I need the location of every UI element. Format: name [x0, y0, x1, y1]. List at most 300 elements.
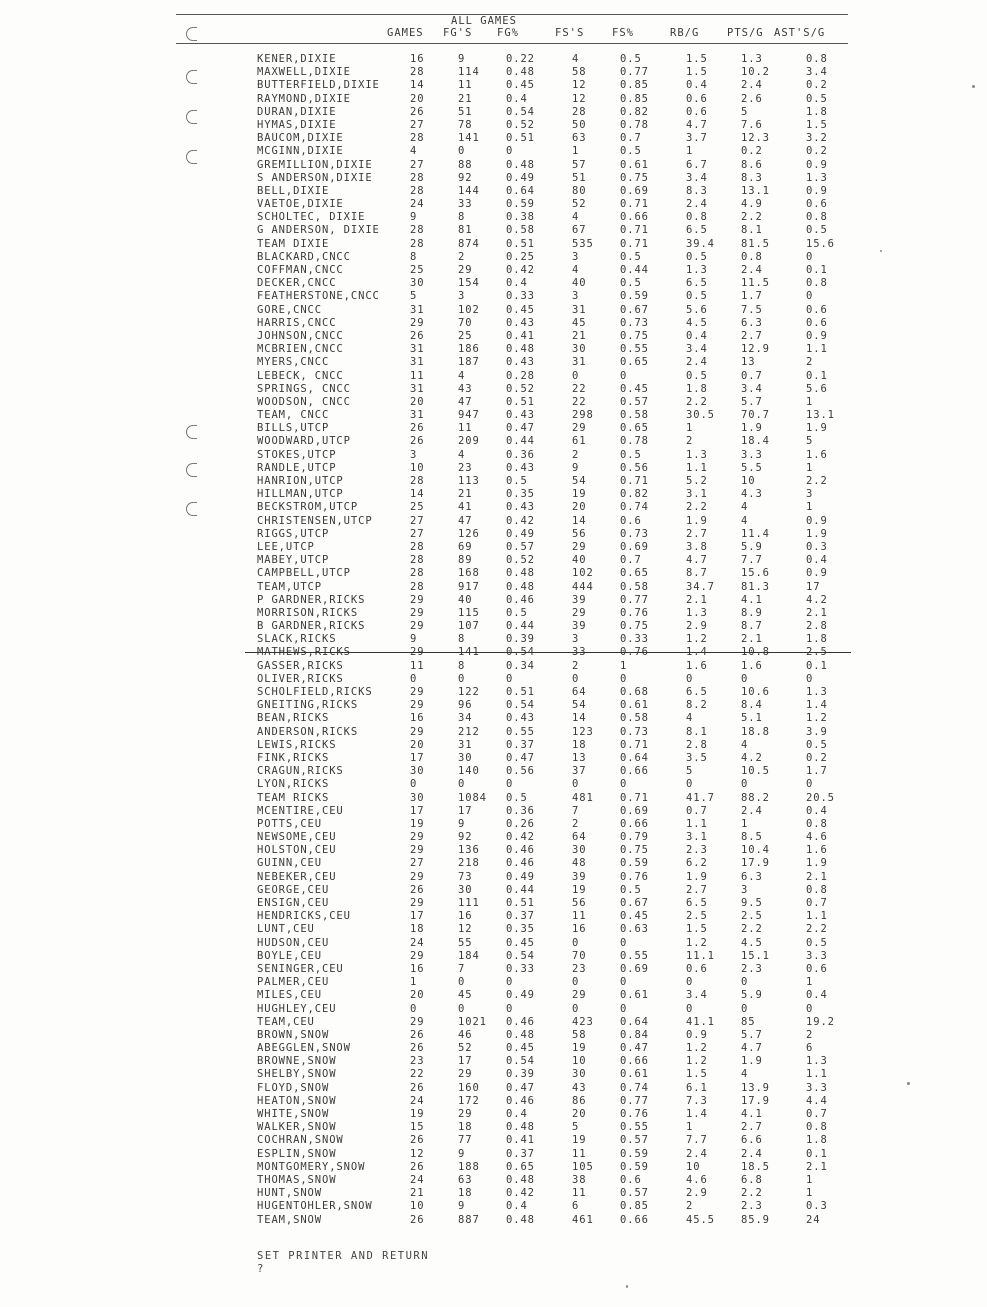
table-row — [0, 765, 987, 778]
free-shot-pct-cell: 0.76 — [620, 1108, 649, 1120]
rebounds-per-game-cell: 1 — [686, 1121, 694, 1134]
points-per-game-cell: 2.4 — [741, 1147, 763, 1160]
free-shots-cell: 40 — [572, 277, 587, 290]
free-shot-pct-cell: 0.66 — [620, 211, 649, 224]
field-goals-cell: 63 — [458, 1173, 473, 1186]
points-per-game-cell: 1.7 — [741, 290, 763, 303]
table-row — [0, 330, 987, 343]
rebounds-per-game-cell: 2.9 — [686, 1187, 708, 1200]
table-row — [0, 963, 987, 976]
free-shot-pct-cell: 0.71 — [620, 791, 649, 804]
free-shot-pct-cell: 0.67 — [620, 303, 649, 316]
free-shots-cell: 40 — [572, 554, 587, 567]
free-shots-cell: 57 — [572, 158, 587, 171]
field-goal-pct-cell: 0 — [506, 1002, 514, 1015]
free-shot-pct-cell: 0.73 — [620, 725, 649, 738]
rebounds-per-game-cell: 3.1 — [686, 831, 708, 844]
field-goal-pct-cell: 0.46 — [506, 1094, 535, 1107]
rebounds-per-game-cell: 1 — [686, 145, 694, 158]
points-per-game-cell: 10 — [741, 475, 756, 487]
player-name: STOKES,UTCP — [257, 448, 337, 461]
table-row — [0, 462, 987, 475]
field-goals-cell: 1021 — [458, 1015, 487, 1028]
games-cell: 26 — [410, 1042, 425, 1055]
free-shots-cell: 39 — [572, 593, 587, 606]
points-per-game-cell: 4 — [741, 738, 749, 751]
rebounds-per-game-cell: 2.4 — [686, 198, 708, 211]
table-row — [0, 132, 987, 145]
table-row — [0, 541, 987, 554]
free-shot-pct-cell: 0.33 — [620, 633, 649, 646]
points-per-game-cell: 3 — [741, 883, 749, 896]
field-goals-cell: 18 — [458, 1121, 473, 1134]
player-name: WHITE,SNOW — [257, 1108, 330, 1120]
table-row — [0, 831, 987, 844]
player-name: LUNT,CEU — [257, 923, 315, 936]
rebounds-per-game-cell: 4.6 — [686, 1173, 708, 1186]
field-goals-cell: 25 — [458, 329, 473, 342]
table-row — [0, 488, 987, 501]
free-shot-pct-cell: 0.69 — [620, 962, 649, 975]
assists-per-game-cell: 0.1 — [806, 264, 828, 276]
field-goal-pct-cell: 0.4 — [506, 277, 528, 290]
field-goal-pct-cell: 0.64 — [506, 184, 535, 197]
field-goal-pct-cell: 0.47 — [506, 1081, 535, 1094]
field-goal-pct-cell: 0.34 — [506, 659, 535, 672]
player-name: HARRIS,CNCC — [257, 316, 337, 329]
rebounds-per-game-cell: 1.1 — [686, 817, 708, 830]
player-name: SENINGER,CEU — [257, 962, 344, 975]
field-goals-cell: 23 — [458, 461, 473, 474]
rebounds-per-game-cell: 0 — [686, 976, 694, 989]
rebounds-per-game-cell: 0.4 — [686, 329, 708, 342]
assists-per-game-cell: 24 — [806, 1213, 821, 1226]
table-row — [0, 356, 987, 369]
games-cell: 31 — [410, 409, 425, 422]
free-shots-cell: 4 — [572, 264, 580, 276]
free-shots-cell: 54 — [572, 475, 587, 487]
table-row — [0, 304, 987, 317]
player-name: GNEITING,RICKS — [257, 699, 359, 712]
player-name: GREMILLION,DIXIE — [257, 158, 373, 171]
assists-per-game-cell: 2.2 — [806, 475, 828, 487]
rebounds-per-game-cell: 1.4 — [686, 1108, 708, 1120]
points-per-game-cell: 4.9 — [741, 198, 763, 211]
field-goal-pct-cell: 0.44 — [506, 435, 535, 448]
free-shots-cell: 535 — [572, 237, 594, 250]
table-row — [0, 567, 987, 580]
free-shot-pct-cell: 0.71 — [620, 475, 649, 487]
player-name: HUNT,SNOW — [257, 1187, 322, 1200]
games-cell: 28 — [410, 237, 425, 250]
assists-per-game-cell: 1 — [806, 461, 814, 474]
games-cell: 31 — [410, 343, 425, 356]
table-row — [0, 633, 987, 646]
games-cell: 29 — [410, 831, 425, 844]
free-shot-pct-cell: 0.69 — [620, 804, 649, 817]
table-row — [0, 251, 987, 264]
games-cell: 25 — [410, 501, 425, 514]
free-shots-cell: 29 — [572, 422, 587, 435]
rebounds-per-game-cell: 0 — [686, 778, 694, 791]
free-shots-cell: 20 — [572, 1108, 587, 1120]
assists-per-game-cell: 0.7 — [806, 1108, 828, 1120]
games-cell: 25 — [410, 264, 425, 276]
field-goal-pct-cell: 0 — [506, 778, 514, 791]
points-per-game-cell: 8.3 — [741, 171, 763, 184]
player-name: THOMAS,SNOW — [257, 1173, 337, 1186]
games-cell: 26 — [410, 1160, 425, 1173]
free-shot-pct-cell: 0.66 — [620, 765, 649, 778]
rebounds-per-game-cell: 2.7 — [686, 527, 708, 540]
field-goals-cell: 2 — [458, 250, 466, 263]
table-row — [0, 554, 987, 567]
free-shot-pct-cell: 0.66 — [620, 817, 649, 830]
points-per-game-cell: 15.6 — [741, 567, 770, 580]
player-name: P GARDNER,RICKS — [257, 593, 366, 606]
field-goals-cell: 96 — [458, 699, 473, 712]
games-cell: 18 — [410, 923, 425, 936]
free-shot-pct-cell: 0.59 — [620, 1160, 649, 1173]
field-goals-cell: 172 — [458, 1094, 480, 1107]
points-per-game-cell: 17.9 — [741, 1094, 770, 1107]
table-row — [0, 93, 987, 106]
assists-per-game-cell: 6 — [806, 1042, 814, 1055]
rebounds-per-game-cell: 39.4 — [686, 237, 715, 250]
team-total-row — [0, 581, 987, 594]
assists-per-game-cell: 1.8 — [806, 105, 828, 118]
player-name: ABEGGLEN,SNOW — [257, 1042, 351, 1055]
free-shot-pct-cell: 0.82 — [620, 488, 649, 501]
free-shots-cell: 58 — [572, 66, 587, 79]
free-shot-pct-cell: 0.78 — [620, 118, 649, 131]
points-per-game-cell: 15.1 — [741, 949, 770, 962]
rebounds-per-game-cell: 7.3 — [686, 1094, 708, 1107]
assists-per-game-cell: 4.2 — [806, 593, 828, 606]
assists-per-game-cell: 2 — [806, 356, 814, 369]
player-name: NEBEKER,CEU — [257, 870, 337, 883]
points-per-game-cell: 4.2 — [741, 751, 763, 764]
table-row — [0, 660, 987, 673]
field-goal-pct-cell: 0.44 — [506, 883, 535, 896]
field-goals-cell: 41 — [458, 501, 473, 514]
rebounds-per-game-cell: 1.5 — [686, 1068, 708, 1081]
free-shot-pct-cell: 0.71 — [620, 738, 649, 751]
field-goals-cell: 17 — [458, 804, 473, 817]
player-name: BUTTERFIELD,DIXIE — [257, 79, 380, 92]
field-goals-cell: 34 — [458, 712, 473, 725]
assists-per-game-cell: 0.8 — [806, 277, 828, 290]
rebounds-per-game-cell: 2.4 — [686, 1147, 708, 1160]
games-cell: 4 — [410, 145, 418, 158]
player-name: LEBECK, CNCC — [257, 369, 344, 382]
rebounds-per-game-cell: 0.5 — [686, 290, 708, 303]
points-per-game-cell: 8.4 — [741, 699, 763, 712]
field-goal-pct-cell: 0.48 — [506, 158, 535, 171]
assists-per-game-cell: 5 — [806, 435, 814, 448]
rebounds-per-game-cell: 0.5 — [686, 250, 708, 263]
field-goal-pct-cell: 0.46 — [506, 593, 535, 606]
rebounds-per-game-cell: 2.1 — [686, 593, 708, 606]
free-shot-pct-cell: 0.77 — [620, 66, 649, 79]
field-goals-cell: 141 — [458, 132, 480, 145]
free-shot-pct-cell: 0.61 — [620, 158, 649, 171]
games-cell: 10 — [410, 461, 425, 474]
free-shots-cell: 18 — [572, 738, 587, 751]
field-goal-pct-cell: 0.47 — [506, 422, 535, 435]
player-name: SCHOLFIELD,RICKS — [257, 686, 373, 698]
rebounds-per-game-cell: 1.3 — [686, 606, 708, 619]
free-shots-cell: 38 — [572, 1173, 587, 1186]
free-shots-cell: 13 — [572, 751, 587, 764]
free-shots-cell: 2 — [572, 817, 580, 830]
player-name: POTTS,CEU — [257, 817, 322, 830]
field-goals-cell: 31 — [458, 738, 473, 751]
rebounds-per-game-cell: 5 — [686, 765, 694, 778]
games-cell: 27 — [410, 158, 425, 171]
table-row — [0, 1148, 987, 1161]
field-goal-pct-cell: 0.38 — [506, 211, 535, 224]
points-per-game-cell: 13.9 — [741, 1081, 770, 1094]
table-row — [0, 290, 987, 303]
player-name: JOHNSON,CNCC — [257, 329, 344, 342]
free-shots-cell: 50 — [572, 118, 587, 131]
free-shots-cell: 23 — [572, 962, 587, 975]
free-shot-pct-cell: 0.66 — [620, 1213, 649, 1226]
table-row — [0, 950, 987, 963]
free-shots-cell: 3 — [572, 250, 580, 263]
assists-per-game-cell: 0.8 — [806, 817, 828, 830]
field-goal-pct-cell: 0.44 — [506, 620, 535, 633]
assists-per-game-cell: 1.7 — [806, 765, 828, 778]
rebounds-per-game-cell: 0.6 — [686, 962, 708, 975]
player-name: GASSER,RICKS — [257, 659, 344, 672]
games-cell: 3 — [410, 448, 418, 461]
games-cell: 17 — [410, 751, 425, 764]
rebounds-per-game-cell: 3.5 — [686, 751, 708, 764]
points-per-game-cell: 2.3 — [741, 1200, 763, 1213]
rebounds-per-game-cell: 30.5 — [686, 409, 715, 422]
table-row — [0, 211, 987, 224]
free-shots-cell: 6 — [572, 1200, 580, 1213]
games-cell: 11 — [410, 659, 425, 672]
field-goals-cell: 52 — [458, 1042, 473, 1055]
field-goals-cell: 47 — [458, 395, 473, 408]
player-name: LEWIS,RICKS — [257, 738, 337, 751]
games-cell: 26 — [410, 1081, 425, 1094]
assists-per-game-cell: 0.8 — [806, 883, 828, 896]
points-per-game-cell: 10.5 — [741, 765, 770, 778]
player-name: BECKSTROM,UTCP — [257, 501, 359, 514]
games-cell: 27 — [410, 527, 425, 540]
table-row — [0, 1187, 987, 1200]
field-goal-pct-cell: 0.58 — [506, 224, 535, 237]
player-name: LEE,UTCP — [257, 540, 315, 553]
points-per-game-cell: 0 — [741, 976, 749, 989]
free-shot-pct-cell: 0 — [620, 1002, 628, 1015]
free-shots-cell: 63 — [572, 132, 587, 145]
games-cell: 22 — [410, 1068, 425, 1081]
assists-per-game-cell: 0.4 — [806, 804, 828, 817]
rebounds-per-game-cell: 1 — [686, 422, 694, 435]
assists-per-game-cell: 0.4 — [806, 989, 828, 1002]
player-name: FINK,RICKS — [257, 751, 330, 764]
points-per-game-cell: 11.5 — [741, 277, 770, 290]
player-name: OLIVER,RICKS — [257, 672, 344, 685]
field-goals-cell: 114 — [458, 66, 480, 79]
rebounds-per-game-cell: 4.7 — [686, 554, 708, 567]
points-per-game-cell: 8.7 — [741, 620, 763, 633]
assists-per-game-cell: 1.6 — [806, 844, 828, 857]
free-shots-cell: 29 — [572, 606, 587, 619]
field-goal-pct-cell: 0.5 — [506, 475, 528, 487]
rebounds-per-game-cell: 2.5 — [686, 910, 708, 923]
free-shot-pct-cell: 0.5 — [620, 277, 642, 290]
field-goals-cell: 154 — [458, 277, 480, 290]
field-goals-cell: 73 — [458, 870, 473, 883]
free-shots-cell: 31 — [572, 303, 587, 316]
points-per-game-cell: 2.2 — [741, 211, 763, 224]
player-name: FLOYD,SNOW — [257, 1081, 330, 1094]
rebounds-per-game-cell: 1.2 — [686, 1042, 708, 1055]
field-goals-cell: 144 — [458, 184, 480, 197]
assists-per-game-cell: 0.5 — [806, 224, 828, 237]
player-name: HENDRICKS,CEU — [257, 910, 351, 923]
games-cell: 28 — [410, 66, 425, 79]
player-name: MAXWELL,DIXIE — [257, 66, 351, 79]
free-shots-cell: 0 — [572, 778, 580, 791]
assists-per-game-cell: 19.2 — [806, 1015, 835, 1028]
field-goal-pct-cell: 0.41 — [506, 329, 535, 342]
rebounds-per-game-cell: 2.4 — [686, 356, 708, 369]
assists-per-game-cell: 15.6 — [806, 237, 835, 250]
assists-per-game-cell: 20.5 — [806, 791, 835, 804]
assists-per-game-cell: 13.1 — [806, 409, 835, 422]
player-name: SCHOLTEC, DIXIE — [257, 211, 366, 224]
free-shots-cell: 2 — [572, 659, 580, 672]
free-shots-cell: 19 — [572, 883, 587, 896]
games-cell: 29 — [410, 870, 425, 883]
assists-per-game-cell: 1.1 — [806, 343, 828, 356]
field-goals-cell: 55 — [458, 936, 473, 949]
field-goal-pct-cell: 0.43 — [506, 712, 535, 725]
col-header-rbg: RB/G — [670, 27, 700, 39]
assists-per-game-cell: 0.1 — [806, 1147, 828, 1160]
field-goals-cell: 168 — [458, 567, 480, 580]
rebounds-per-game-cell: 2.7 — [686, 883, 708, 896]
player-name: TEAM,CEU — [257, 1015, 315, 1028]
table-row — [0, 106, 987, 119]
field-goals-cell: 1084 — [458, 791, 487, 804]
points-per-game-cell: 4.1 — [741, 593, 763, 606]
assists-per-game-cell: 2.5 — [806, 646, 828, 659]
field-goals-cell: 188 — [458, 1160, 480, 1173]
field-goals-cell: 77 — [458, 1134, 473, 1147]
player-name: COCHRAN,SNOW — [257, 1134, 344, 1147]
games-cell: 12 — [410, 1147, 425, 1160]
free-shots-cell: 11 — [572, 1187, 587, 1200]
stats-table — [0, 53, 987, 1227]
field-goal-pct-cell: 0 — [506, 976, 514, 989]
free-shots-cell: 19 — [572, 1134, 587, 1147]
free-shots-cell: 56 — [572, 527, 587, 540]
games-cell: 30 — [410, 791, 425, 804]
free-shot-pct-cell: 0.65 — [620, 567, 649, 580]
free-shots-cell: 30 — [572, 844, 587, 857]
field-goal-pct-cell: 0.43 — [506, 461, 535, 474]
field-goals-cell: 8 — [458, 633, 466, 646]
points-per-game-cell: 4.5 — [741, 936, 763, 949]
free-shots-cell: 61 — [572, 435, 587, 448]
points-per-game-cell: 7.5 — [741, 303, 763, 316]
field-goal-pct-cell: 0.54 — [506, 949, 535, 962]
games-cell: 30 — [410, 765, 425, 778]
free-shot-pct-cell: 0.76 — [620, 606, 649, 619]
free-shots-cell: 48 — [572, 857, 587, 870]
table-row — [0, 1174, 987, 1187]
field-goal-pct-cell: 0.33 — [506, 290, 535, 303]
table-row — [0, 857, 987, 870]
games-cell: 29 — [410, 593, 425, 606]
rebounds-per-game-cell: 0.6 — [686, 92, 708, 105]
player-name: MYERS,CNCC — [257, 356, 330, 369]
table-row — [0, 515, 987, 528]
games-cell: 27 — [410, 514, 425, 527]
games-cell: 20 — [410, 395, 425, 408]
field-goals-cell: 113 — [458, 475, 480, 487]
field-goals-cell: 11 — [458, 422, 473, 435]
points-per-game-cell: 3.4 — [741, 382, 763, 395]
assists-per-game-cell: 1.3 — [806, 171, 828, 184]
free-shot-pct-cell: 0.75 — [620, 171, 649, 184]
assists-per-game-cell: 3 — [806, 488, 814, 501]
games-cell: 19 — [410, 1108, 425, 1120]
printer-prompt: SET PRINTER AND RETURN — [257, 1250, 430, 1262]
free-shot-pct-cell: 0.59 — [620, 290, 649, 303]
points-per-game-cell: 18.4 — [741, 435, 770, 448]
table-row — [0, 79, 987, 92]
games-cell: 28 — [410, 475, 425, 487]
assists-per-game-cell: 1.9 — [806, 527, 828, 540]
assists-per-game-cell: 17 — [806, 580, 821, 593]
assists-per-game-cell: 1 — [806, 1173, 814, 1186]
field-goals-cell: 29 — [458, 264, 473, 276]
table-row — [0, 53, 987, 66]
field-goals-cell: 51 — [458, 105, 473, 118]
player-name: TEAM,SNOW — [257, 1213, 322, 1226]
rebounds-per-game-cell: 8.3 — [686, 184, 708, 197]
rebounds-per-game-cell: 1.9 — [686, 870, 708, 883]
free-shots-cell: 21 — [572, 329, 587, 342]
player-name: B GARDNER,RICKS — [257, 620, 366, 633]
player-name: VAETOE,DIXIE — [257, 198, 344, 211]
field-goals-cell: 3 — [458, 290, 466, 303]
points-per-game-cell: 4 — [741, 501, 749, 514]
free-shots-cell: 461 — [572, 1213, 594, 1226]
assists-per-game-cell: 1.4 — [806, 699, 828, 712]
free-shot-pct-cell: 0.58 — [620, 409, 649, 422]
free-shots-cell: 3 — [572, 633, 580, 646]
points-per-game-cell: 0 — [741, 778, 749, 791]
points-per-game-cell: 2.7 — [741, 1121, 763, 1134]
free-shot-pct-cell: 0.75 — [620, 620, 649, 633]
field-goals-cell: 9 — [458, 1200, 466, 1213]
assists-per-game-cell: 2.8 — [806, 620, 828, 633]
player-name: BEAN,RICKS — [257, 712, 330, 725]
games-cell: 29 — [410, 897, 425, 909]
free-shot-pct-cell: 0.79 — [620, 831, 649, 844]
points-per-game-cell: 85.9 — [741, 1213, 770, 1226]
